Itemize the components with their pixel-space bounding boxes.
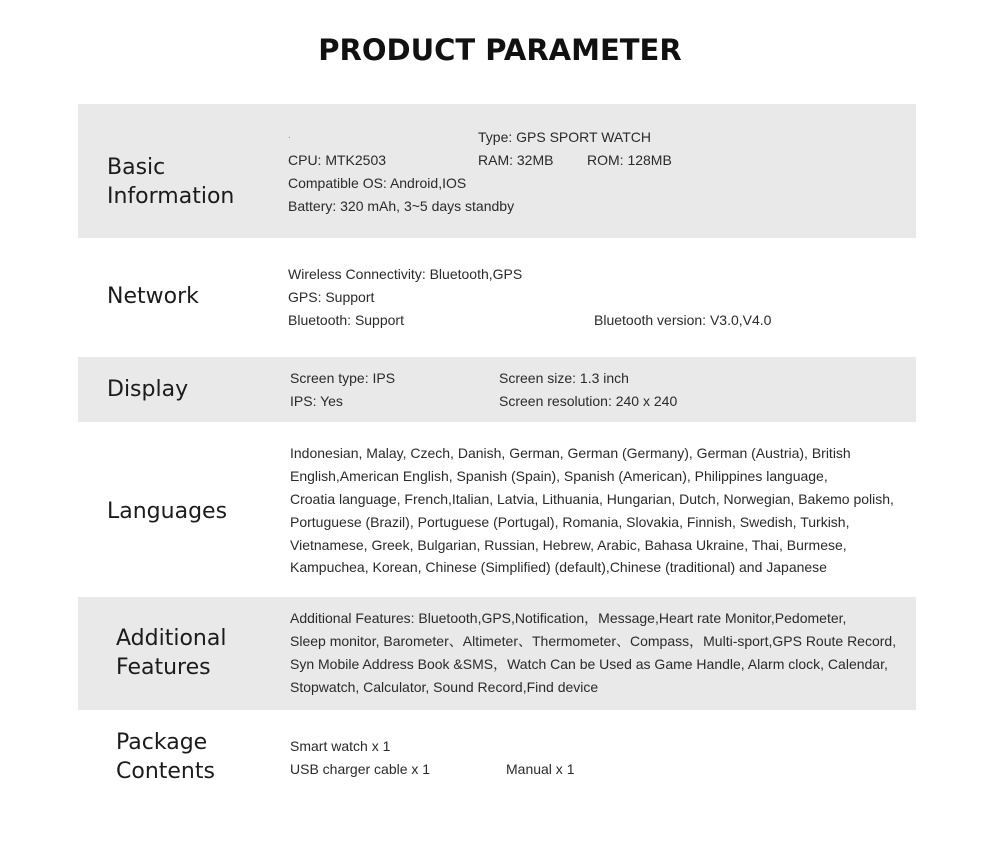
battery-value: Battery: 320 mAh, 3~5 days standby	[288, 198, 515, 214]
feature-line: Sleep monitor, Barometer、Altimeter、Thermometer、Compass，Multi-sport,GPS Route Record,	[290, 633, 897, 649]
package-watch: Smart watch x 1	[290, 738, 391, 754]
section-languages	[78, 422, 916, 597]
feature-line: Syn Mobile Address Book &SMS，Watch Can be Used as Game Handle, Alarm clock, Calendar,	[290, 656, 888, 672]
os-value: Compatible OS: Android,IOS	[288, 175, 467, 191]
label-line: Information	[107, 184, 235, 209]
section-network	[78, 238, 916, 357]
section-label-display: Display	[107, 377, 189, 402]
screen-type-value: Screen type: IPS	[290, 370, 396, 386]
feature-line: Additional Features: Bluetooth,GPS,Notification，Message,Heart rate Monitor,Pedometer,	[290, 610, 847, 626]
ram-value: RAM: 32MB	[478, 152, 554, 168]
label-line: Additional	[116, 626, 227, 651]
label-line: Features	[116, 655, 211, 680]
section-package-contents	[78, 710, 916, 810]
section-display	[78, 357, 916, 422]
wireless-value: Wireless Connectivity: Bluetooth,GPS	[288, 266, 523, 282]
rom-value: ROM: 128MB	[587, 152, 672, 168]
ips-value: IPS: Yes	[290, 393, 343, 409]
language-line: Portuguese (Brazil), Portuguese (Portugal), Romania, Slovakia, Finnish, Swedish, Turkish,	[290, 514, 850, 530]
bluetooth-version-value: Bluetooth version: V3.0,V4.0	[594, 312, 772, 328]
section-label-basic	[107, 153, 234, 211]
section-additional-features	[78, 597, 916, 710]
language-line: Vietnamese, Greek, Bulgarian, Russian, Hebrew, Arabic, Bahasa Ukraine, Thai, Burmese,	[290, 537, 847, 553]
section-basic-information	[78, 104, 916, 238]
screen-resolution-value: Screen resolution: 240 x 240	[499, 393, 678, 409]
screen-size-value: Screen size: 1.3 inch	[499, 370, 629, 386]
package-cable: USB charger cable x 1	[290, 761, 431, 777]
bluetooth-value: Bluetooth: Support	[288, 312, 404, 328]
label-line: Package	[116, 730, 208, 755]
section-label-features	[116, 624, 226, 682]
package-manual: Manual x 1	[506, 761, 575, 777]
section-label-languages: Languages	[107, 499, 228, 524]
label-line: Basic	[107, 155, 166, 180]
dot-mark: .	[288, 130, 291, 141]
cpu-value: CPU: MTK2503	[288, 152, 387, 168]
language-line: English,American English, Spanish (Spain), Spanish (American), Philippines language,	[290, 468, 828, 484]
language-line: Indonesian, Malay, Czech, Danish, German, German (Germany), German (Austria), British	[290, 445, 851, 461]
language-line: Kampuchea, Korean, Chinese (Simplified) (default),Chinese (traditional) and Japanese	[290, 559, 827, 575]
page-title: PRODUCT PARAMETER	[318, 33, 682, 67]
section-label-package	[116, 728, 215, 786]
language-line: Croatia language, French,Italian, Latvia, Lithuania, Hungarian, Dutch, Norwegian, Bakemo polish,	[290, 491, 894, 507]
feature-line: Stopwatch, Calculator, Sound Record,Find device	[290, 679, 599, 695]
section-label-network: Network	[107, 284, 199, 309]
label-line: Contents	[116, 759, 215, 784]
type-value: Type: GPS SPORT WATCH	[478, 129, 651, 145]
gps-value: GPS: Support	[288, 289, 375, 305]
